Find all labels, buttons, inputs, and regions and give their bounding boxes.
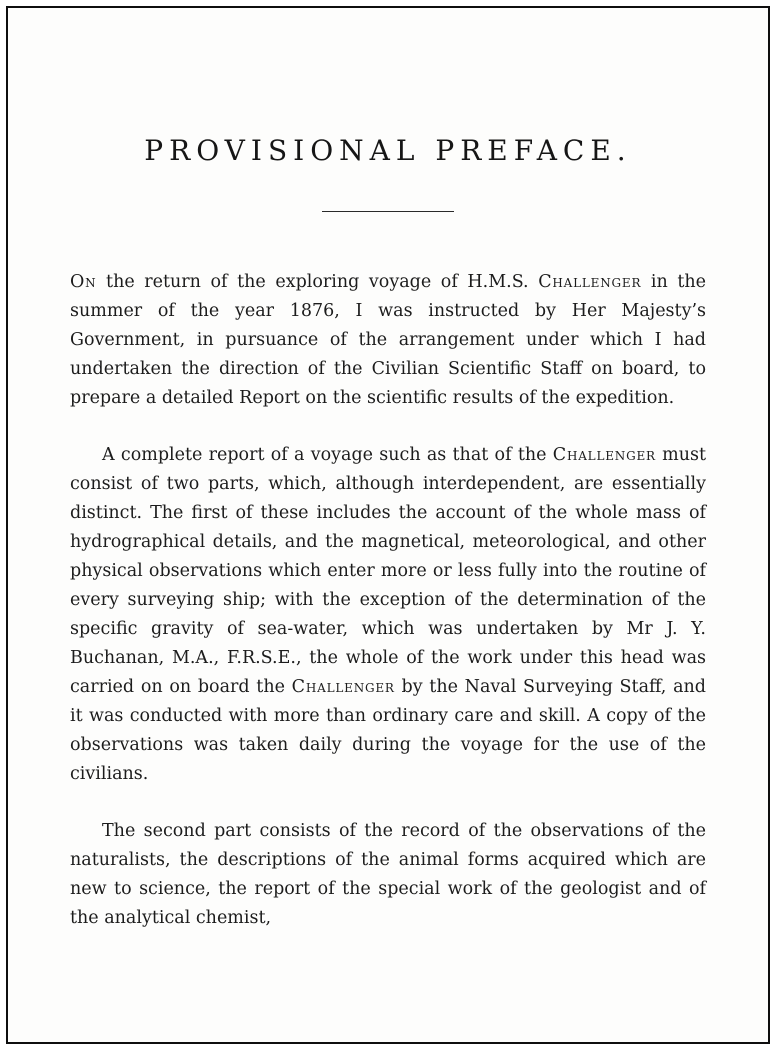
body-text: by the Naval Surveying Staff, and it was conducted with more than ordinary care and skill. A copy of the observations was taken daily during the voyage for the use of the civilians. [70,677,706,784]
body-text: in the summer of the year 1876, I was instructed by Her Majesty’s Government, in pursuance of the arrangement under which I had undertaken the direction of the Civilian Scientific Staff on board, to prepare a detailed Report on the scientific results of the expedition. [70,272,706,408]
document-page [6,6,770,1044]
body-text: A complete report of a voyage such as that of the [102,445,553,465]
smallcaps-text: Challenger [291,677,395,697]
title-divider [322,211,454,212]
body-text: the return of the exploring voyage of H.M.S. [96,272,539,292]
smallcaps-text: Challenger [538,272,642,292]
paragraph [70,441,706,789]
page-content [70,268,706,933]
paragraph [70,268,706,413]
paragraph [70,817,706,933]
body-text: must consist of two parts, which, although interdependent, are essentially distinct. The first of these includes the account of the whole mass of hydrographical details, and the magnetical, meteorological, and other physical observations which enter more or less fully into the routine of every surveying ship; with the exception of the determination of the specific gravity of sea-water, which was undertaken by Mr J. Y. Buchanan, M.A., F.R.S.E., the whole of the work under this head was carried on on board the [70,445,706,697]
smallcaps-text: On [70,272,97,292]
body-text: The second part consists of the record of the observations of the naturalists, the descriptions of the animal forms acquired which are new to science, the report of the special work of the geologist and of the analytical chemist, [70,821,706,928]
smallcaps-text: Challenger [552,445,656,465]
page-title: PROVISIONAL PREFACE. [144,134,632,167]
